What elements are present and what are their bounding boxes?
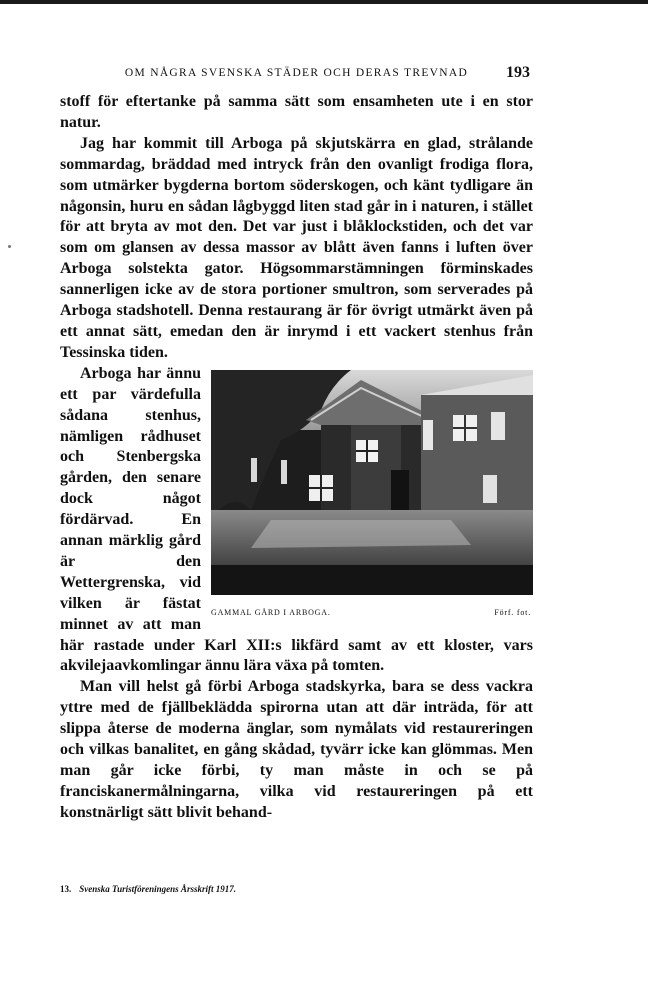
paragraph-4: Man vill helst gå förbi Arboga stadskyrka, bara se dess vackra yttre med de fjällbeklädda spirorna utan att där inträda, för att slippa återse de moderna änglar, som nymålats vid restaureringen och vilkas banalitet, en gång skådad, tyvärr icke kan glömmas. Men man går icke förbi, ty man måste in och se på franciskanermålningarna, vilka vid restaureringen på ett konstnärligt sätt blivit behand-: [60, 678, 533, 821]
publication-title: Svenska Turistföreningens Årsskrift 1917.: [79, 884, 236, 894]
scan-speck: [8, 245, 11, 248]
page-number: 193: [506, 64, 530, 81]
photo-caption: GAMMAL GÅRD I ARBOGA.: [211, 607, 331, 617]
paragraph-3: Arboga har ännu ett par värdefulla sådana stenhus, nämligen rådhuset och Stenbergska gården, den senare dock något fördärvad. En annan märklig gård är den Wettergrenska, vid vilken är fästat minnet av att man här rastade under Karl XII:s likfärd samt av ett kloster, vars akvilejaavkomlingar ännu lära växa på tomten.: [60, 364, 533, 675]
paragraph-1: stoff för eftertanke på samma sätt som ensamheten ute i en stor natur.: [60, 93, 533, 131]
photo-caption-row: [211, 603, 533, 624]
signature-number: 13.: [60, 884, 72, 894]
photo-old-courtyard-arboga: [211, 370, 533, 595]
body-text: [60, 92, 533, 824]
top-border-rule: [0, 0, 648, 4]
photo-figure: [211, 370, 533, 624]
photo-credit: Förf. fot.: [494, 607, 531, 617]
paragraph-2: Jag har kommit till Arboga på skjutskärra en glad, strålande sommardag, bräddad med intryck från den ovanligt frodiga flora, som utmärker bygderna bortom söderskogen, och känt tydligare än någonsin, huru en sådan lågbyggd liten stad går in i naturen, i stället för att bryta av mot den. Det var just i blåklockstiden, och det var som om glansen av dessa massor av blått även fanns i luften över Arboga solstekta gator. Högsommarstämningen förminskades sannerligen icke av de stora portioner smultron, som serverades på Arboga stadshotell. Denna restaurang är för övrigt utmärkt även på ett annat sätt, emedan den är inrymd i ett vackert stenhus från Tessinska tiden.: [60, 134, 533, 361]
signature-footer: [60, 884, 533, 894]
running-header: OM NÅGRA SVENSKA STÄDER OCH DERAS TREVNAD: [124, 67, 469, 79]
